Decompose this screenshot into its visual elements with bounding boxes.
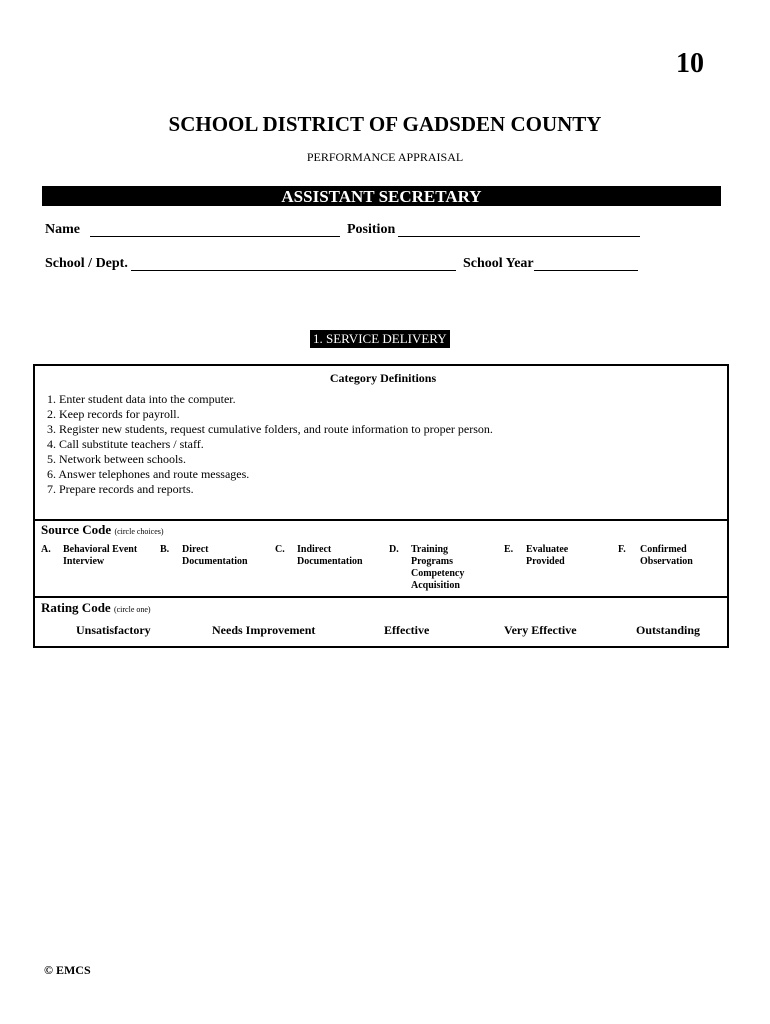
source-text: Confirmed <box>640 544 687 555</box>
rating-option-unsatisfactory[interactable]: Unsatisfactory <box>76 623 151 637</box>
job-title-bar: ASSISTANT SECRETARY <box>42 186 721 206</box>
rating-option-outstanding[interactable]: Outstanding <box>636 623 701 637</box>
source-letter: C. <box>275 544 285 555</box>
source-text: Competency <box>411 568 465 579</box>
definition-item: 7. Prepare records and reports. <box>47 482 194 496</box>
definition-item: 1. Enter student data into the computer. <box>47 392 236 406</box>
name-label: Name <box>45 222 80 237</box>
source-text: Indirect <box>297 544 332 555</box>
rating-option-needs-improvement[interactable]: Needs Improvement <box>212 623 316 637</box>
source-text: Observation <box>640 556 693 567</box>
school-year-label: School Year <box>463 256 534 271</box>
district-title: SCHOOL DISTRICT OF GADSDEN COUNTY <box>168 112 602 136</box>
source-code-label: Source Code <box>41 522 112 537</box>
source-code-title <box>41 522 164 538</box>
source-letter: D. <box>389 544 399 555</box>
source-option-indirect-documentation[interactable] <box>297 544 363 568</box>
source-option-behavioral-event[interactable] <box>63 544 137 568</box>
definition-item: 4. Call substitute teachers / staff. <box>47 437 204 451</box>
name-field[interactable] <box>90 236 340 237</box>
divider <box>35 596 727 598</box>
rating-code-note: (circle one) <box>113 605 151 614</box>
school-year-field[interactable] <box>534 270 638 271</box>
definition-item: 2. Keep records for payroll. <box>47 407 180 421</box>
form-subtitle: PERFORMANCE APPRAISAL <box>306 150 464 164</box>
source-text: Behavioral Event <box>63 544 138 555</box>
school-dept-field[interactable] <box>131 270 456 271</box>
source-letter: A. <box>41 544 51 555</box>
source-text: Evaluatee <box>526 544 569 555</box>
definition-item: 3. Register new students, request cumulative folders, and route information to proper person. <box>47 422 493 436</box>
source-text: Provided <box>526 556 565 567</box>
rating-option-very-effective[interactable]: Very Effective <box>504 623 577 637</box>
position-label: Position <box>347 222 396 237</box>
page-number: 10 <box>676 48 704 79</box>
school-dept-label: School / Dept. <box>45 256 128 271</box>
rating-code-label: Rating Code <box>41 600 111 615</box>
section-heading: 1. SERVICE DELIVERY <box>310 330 450 348</box>
definition-item: 5. Network between schools. <box>47 452 186 466</box>
category-definitions-title: Category Definitions <box>329 371 437 385</box>
copyright-footer: © EMCS <box>44 963 91 977</box>
position-field[interactable] <box>398 236 640 237</box>
evaluation-box <box>33 364 729 648</box>
source-text: Documentation <box>182 556 248 567</box>
source-text: Interview <box>63 556 105 567</box>
source-code-note: (circle choices) <box>114 527 164 536</box>
source-option-confirmed-observation[interactable] <box>640 544 693 568</box>
divider <box>35 519 727 521</box>
definition-item: 6. Answer telephones and route messages. <box>47 467 250 481</box>
source-text: Documentation <box>297 556 363 567</box>
source-text: Training <box>411 544 449 555</box>
source-option-training-programs[interactable] <box>411 544 464 592</box>
source-text: Programs <box>411 556 454 567</box>
source-text: Acquisition <box>411 580 460 591</box>
source-option-direct-documentation[interactable] <box>182 544 248 568</box>
rating-code-title <box>41 600 151 616</box>
source-letter: F. <box>618 544 626 555</box>
source-text: Direct <box>182 544 209 555</box>
rating-option-effective[interactable]: Effective <box>384 623 430 637</box>
source-option-evaluatee-provided[interactable] <box>526 544 568 568</box>
source-letter: B. <box>160 544 170 555</box>
source-letter: E. <box>504 544 514 555</box>
definitions-list <box>47 392 493 497</box>
